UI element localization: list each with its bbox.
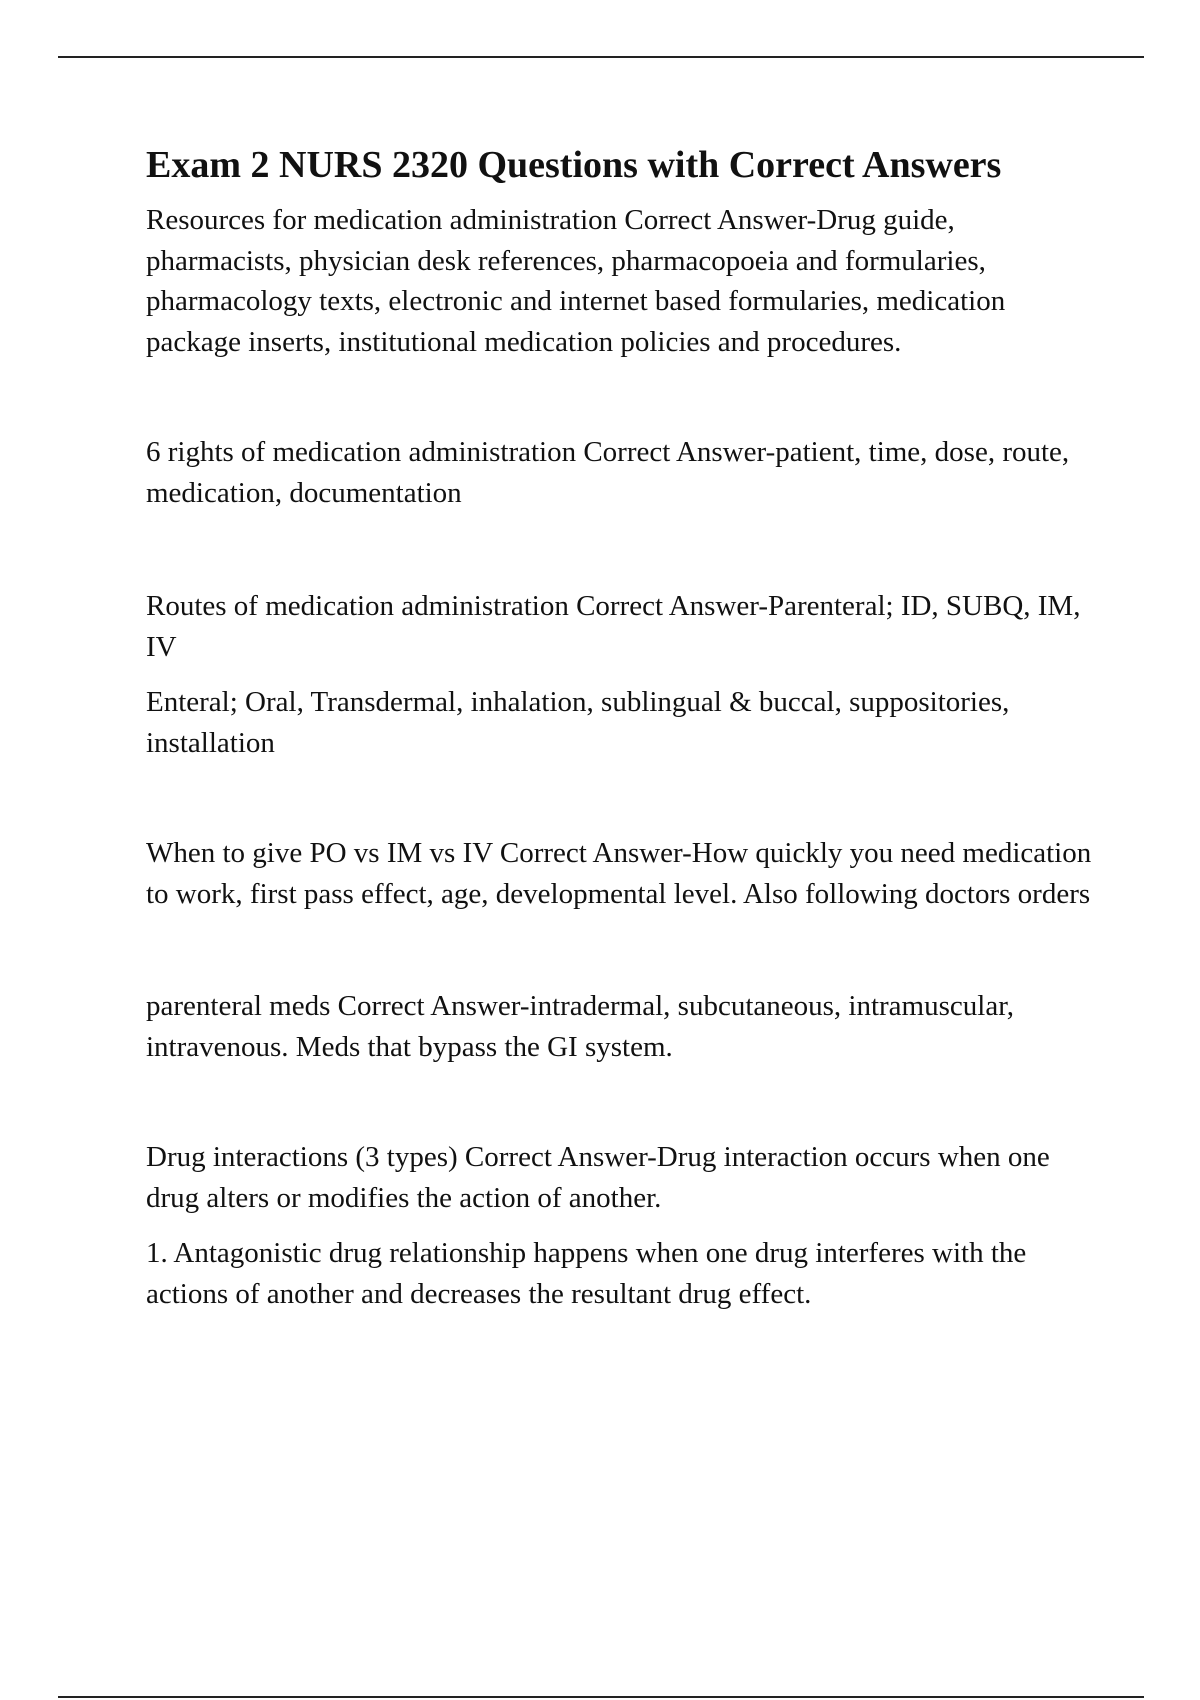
question-routes: Routes of medication administration Correct Answer-Parenteral; ID, SUBQ, IM, IV bbox=[146, 590, 1081, 663]
question-parenteral-meds: parenteral meds Correct Answer-intradermal, subcutaneous, intramuscular, intravenous. Meds that bypass the GI system. bbox=[146, 990, 1014, 1063]
footer-rule bbox=[58, 1696, 1144, 1698]
document-body bbox=[146, 142, 1106, 1314]
document-title: Exam 2 NURS 2320 Questions with Correct Answers bbox=[146, 144, 1002, 186]
question-drug-interactions: Drug interactions (3 types) Correct Answer-Drug interaction occurs when one drug alters or modifies the action of another. bbox=[146, 1141, 1050, 1214]
header-rule bbox=[58, 56, 1144, 58]
question-six-rights: 6 rights of medication administration Correct Answer-patient, time, dose, route, medication, documentation bbox=[146, 436, 1070, 509]
answer-enteral-routes: Enteral; Oral, Transdermal, inhalation, sublingual & buccal, suppositories, installation bbox=[146, 686, 1010, 759]
question-resources: Resources for medication administration Correct Answer-Drug guide, pharmacists, physician desk references, pharmacopoeia and formularies, pharmacology texts, electronic and internet based formularies, medication package inserts, institutional medication policies and procedures. bbox=[146, 204, 1006, 358]
question-po-im-iv: When to give PO vs IM vs IV Correct Answer-How quickly you need medication to work, first pass effect, age, developmental level. Also following doctors orders bbox=[146, 837, 1092, 910]
answer-antagonistic-relationship: 1. Antagonistic drug relationship happens when one drug interferes with the actions of another and decreases the resultant drug effect. bbox=[146, 1237, 1027, 1310]
